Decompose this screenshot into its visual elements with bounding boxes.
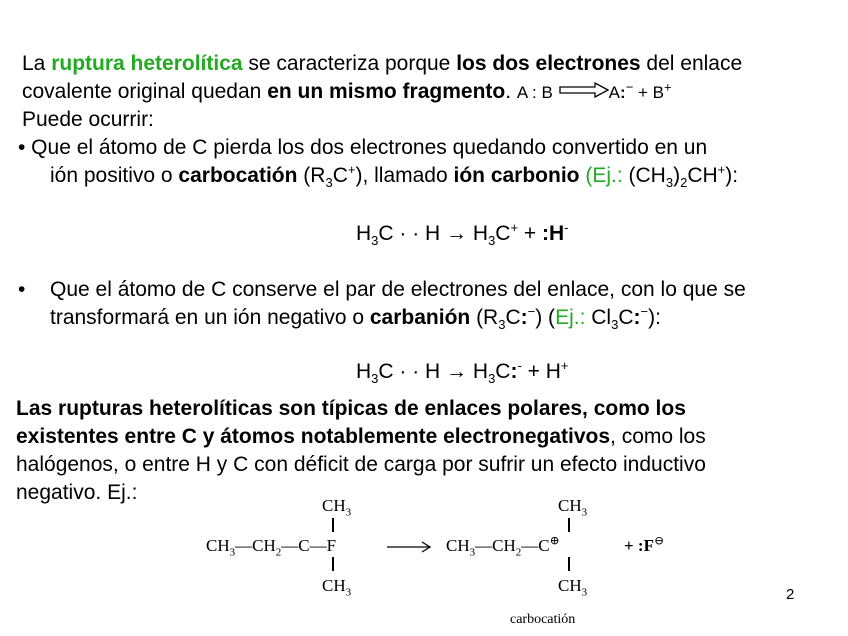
closing-line-1: Las rupturas heterolíticas son típicas de enlaces polares, como los bbox=[16, 397, 686, 420]
text: CH bbox=[558, 576, 582, 595]
left-molecule-main-chain: $CH_3—CH_2—C—F$ bbox=[206, 536, 337, 559]
example-label: Ej.: bbox=[555, 306, 586, 329]
text: CH bbox=[206, 536, 230, 555]
text: 3 bbox=[345, 586, 352, 599]
text: —C—F bbox=[281, 536, 337, 555]
bold-text: en un mismo fragmento bbox=[267, 80, 506, 103]
bullet1-line-1: • Que el átomo de C pierda los dos electrones quedando convertido en un bbox=[18, 136, 708, 159]
bold-text: carbanión bbox=[369, 306, 471, 329]
text: Cl bbox=[585, 306, 612, 329]
text: (R bbox=[470, 306, 499, 329]
negative-charge-icon: ⊖ bbox=[653, 533, 665, 548]
term-ruptura-heterolitica: ruptura heterolítica bbox=[51, 52, 243, 75]
closing-line-3: halógenos, o entre H y C con déficit de carga por sufrir un efecto inductivo bbox=[16, 453, 706, 476]
closing-line-2 bbox=[16, 423, 706, 451]
text: —CH bbox=[235, 536, 276, 555]
text: H bbox=[356, 222, 372, 245]
text: se caracteriza porque bbox=[242, 52, 457, 75]
intro-line-2 bbox=[22, 78, 672, 107]
intro-line-3: Puede ocurrir: bbox=[22, 108, 154, 131]
text: CH bbox=[322, 576, 346, 595]
text: ): bbox=[648, 306, 661, 329]
right-top-bond bbox=[568, 518, 570, 532]
text: ión positivo o bbox=[50, 164, 179, 187]
carbocation-caption: carbocatión bbox=[510, 612, 576, 627]
text: C bbox=[505, 306, 521, 329]
reaction-arrow-icon bbox=[386, 540, 432, 559]
equation-2: $H_3C$ · · $H \to H_3C:^- + H^+$ bbox=[356, 358, 569, 387]
text: C bbox=[495, 360, 511, 383]
positive-charge-icon: ⊕ bbox=[549, 533, 560, 548]
scheme-right: A:− + B+ bbox=[608, 79, 672, 102]
bullet2-line-2: transformará en un ión negativo o carbanión $(R_3C:^-)$ (Ej.: $Cl_3C:^-$): bbox=[50, 304, 661, 333]
text: ), llamado bbox=[355, 164, 454, 187]
text: + B bbox=[633, 83, 664, 102]
text: :H bbox=[542, 222, 565, 245]
text: C bbox=[332, 164, 348, 187]
text: . bbox=[505, 80, 512, 103]
bullet2-marker: • bbox=[18, 278, 26, 301]
text: —C bbox=[521, 536, 550, 555]
closing-line-4: negativo. Ej.: bbox=[16, 481, 138, 504]
bold-text: los dos electrones bbox=[456, 52, 641, 75]
text: ): bbox=[725, 164, 739, 187]
text: 3 bbox=[581, 586, 588, 599]
text: ( bbox=[579, 164, 593, 187]
text: + bbox=[560, 358, 569, 373]
equation-1: $H_3C$ · · $H \to H_3C^+$ + :H- bbox=[356, 220, 569, 249]
bullet2-line-1: Que el átomo de C conserve el par de electrones del enlace, con lo que se bbox=[50, 278, 746, 301]
bold-text: ión carbonio bbox=[453, 164, 580, 187]
text: ) ( bbox=[535, 306, 556, 329]
right-bottom-methyl bbox=[558, 576, 588, 599]
open-arrow-icon bbox=[559, 78, 609, 106]
left-bottom-methyl bbox=[322, 576, 352, 599]
bold-text: existentes entre C y átomos notablemente electronegativos bbox=[16, 425, 611, 448]
fluoride-ion bbox=[624, 533, 665, 556]
text: + H bbox=[521, 360, 561, 383]
left-top-methyl bbox=[322, 496, 352, 519]
text: ) bbox=[673, 164, 681, 187]
left-top-bond bbox=[332, 518, 334, 532]
text: —CH bbox=[475, 536, 516, 555]
text: del enlace bbox=[640, 52, 743, 75]
text: covalente original quedan bbox=[22, 80, 268, 103]
page-number: 2 bbox=[786, 586, 795, 603]
text: (CH bbox=[622, 164, 666, 187]
example-label: Ej.: bbox=[592, 164, 623, 187]
text: 3 bbox=[345, 506, 352, 519]
text: CH bbox=[558, 496, 582, 515]
text: C · · H → H bbox=[378, 360, 489, 383]
text: CH bbox=[687, 164, 718, 187]
text: + bbox=[518, 222, 542, 245]
bullet1-line-2: ión positivo o carbocatión $(R_3C^+)$, llamado ión carbonio (Ej.: $(CH_3)_2CH^+$): bbox=[50, 162, 739, 191]
text: La bbox=[22, 52, 52, 75]
text: transformará en un ión negativo o bbox=[50, 306, 370, 329]
right-top-methyl bbox=[558, 496, 588, 519]
right-bottom-bond bbox=[568, 557, 570, 571]
text: C bbox=[495, 222, 511, 245]
left-bottom-bond bbox=[332, 557, 334, 571]
text: C bbox=[618, 306, 634, 329]
text: A bbox=[608, 83, 621, 102]
text: H bbox=[356, 360, 372, 383]
bold-text: carbocatión bbox=[178, 164, 298, 187]
text: C · · H → H bbox=[378, 222, 489, 245]
text: (R bbox=[297, 164, 326, 187]
text: CH bbox=[322, 496, 346, 515]
text: + :F bbox=[624, 536, 654, 555]
right-molecule-main-chain: $CH_3—CH_2—C^\oplus$ bbox=[446, 533, 560, 559]
intro-line-1 bbox=[22, 50, 742, 78]
text: - bbox=[564, 220, 569, 235]
text: CH bbox=[446, 536, 470, 555]
scheme-left: A : B bbox=[516, 83, 553, 102]
text: 3 bbox=[581, 506, 588, 519]
text: , como los bbox=[610, 425, 706, 448]
